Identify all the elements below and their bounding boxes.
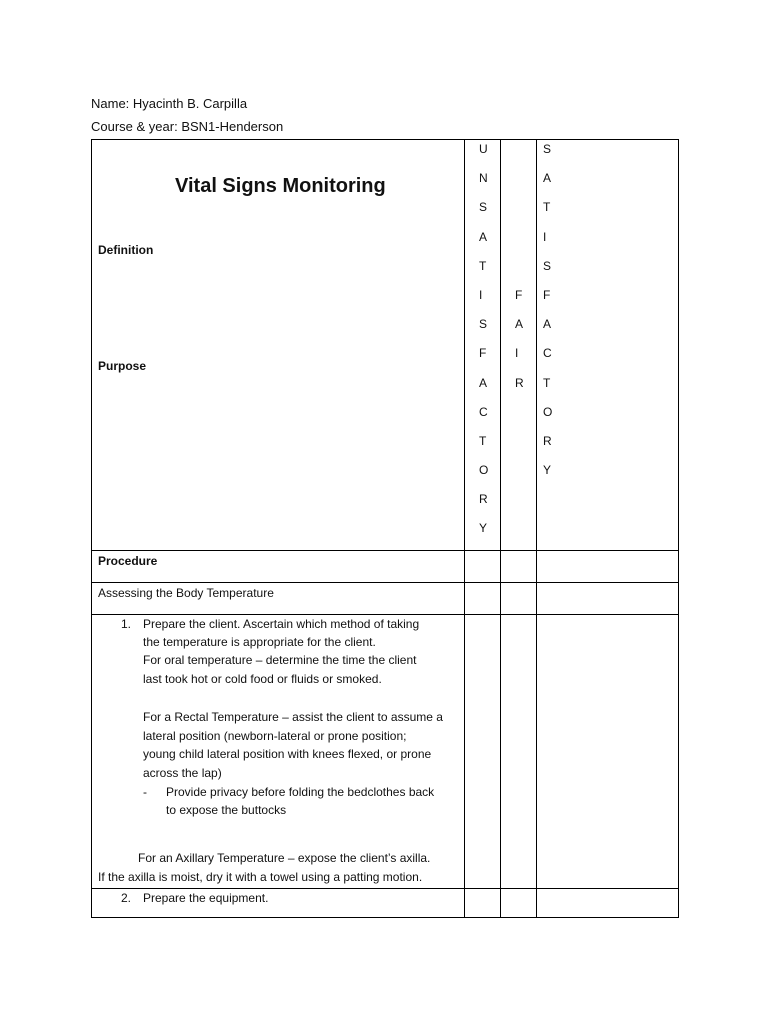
- letter: R: [543, 433, 552, 448]
- satisfactory-column-header: [537, 140, 679, 551]
- section-unsatisfactory-cell: [465, 582, 501, 614]
- letter: A: [479, 375, 488, 390]
- step-1-line: young child lateral position with knees flexed, or prone: [143, 746, 432, 761]
- bullet-line: to expose the buttocks: [166, 802, 287, 817]
- letter: F: [479, 346, 487, 361]
- step-1-line: lateral position (newborn-lateral or prone position;: [143, 728, 407, 743]
- letter: I: [543, 229, 547, 244]
- letter: R: [479, 492, 488, 507]
- letter: I: [515, 346, 519, 361]
- step-2-text: Prepare the equipment.: [143, 890, 269, 905]
- letter: A: [543, 171, 552, 186]
- letter: C: [479, 404, 488, 419]
- letter: R: [515, 375, 524, 390]
- bullet-dash: -: [143, 784, 147, 799]
- procedure-label: Procedure: [92, 550, 465, 582]
- step-2-satisfactory-cell: [537, 888, 679, 917]
- satisfactory-vertical-label: [537, 140, 678, 491]
- step-1-row: [92, 614, 679, 888]
- letter: T: [479, 433, 487, 448]
- step-2-cell: [92, 888, 465, 917]
- letter: A: [479, 229, 488, 244]
- student-name: Name: Hyacinth B. Carpilla: [91, 96, 248, 111]
- bullet-line: Provide privacy before folding the bedclothes back: [166, 784, 435, 799]
- letter: T: [479, 258, 487, 273]
- procedure-unsatisfactory-cell: [465, 550, 501, 582]
- course-year: Course & year: BSN1-Henderson: [91, 119, 284, 134]
- step-1-line: For a Rectal Temperature – assist the client to assume a: [143, 709, 443, 724]
- letter: S: [479, 200, 488, 215]
- step-2-fair-cell: [501, 888, 537, 917]
- letter: A: [543, 317, 552, 332]
- section-satisfactory-cell: [537, 582, 679, 614]
- letter: O: [543, 404, 553, 419]
- letter: F: [543, 287, 551, 302]
- definition-label: Definition: [98, 243, 154, 257]
- table-header-row: [92, 140, 679, 551]
- letter: I: [479, 287, 483, 302]
- letter: S: [543, 142, 552, 156]
- letter: C: [543, 346, 552, 361]
- step-1-unsatisfactory-cell: [465, 614, 501, 888]
- step-1-line: Prepare the client. Ascertain which method of taking: [143, 616, 420, 631]
- step-1-number: 1.: [121, 616, 132, 631]
- section-fair-cell: [501, 582, 537, 614]
- letter: T: [543, 375, 551, 390]
- axillary-line: If the axilla is moist, dry it with a towel using a patting motion.: [98, 869, 423, 884]
- purpose-label: Purpose: [98, 359, 147, 373]
- step-1-line: the temperature is appropriate for the client.: [143, 634, 376, 649]
- unsatisfactory-column-header: [465, 140, 501, 551]
- procedure-satisfactory-cell: [537, 550, 679, 582]
- letter: S: [479, 317, 488, 332]
- letter: O: [479, 463, 489, 478]
- letter: F: [515, 288, 523, 302]
- document-title: Vital Signs Monitoring: [175, 175, 386, 197]
- step-2-row: [92, 888, 679, 917]
- unsatisfactory-vertical-label: [465, 140, 500, 550]
- step-1-satisfactory-cell: [537, 614, 679, 888]
- letter: N: [479, 171, 488, 186]
- fair-column-header: [501, 140, 537, 551]
- letter: A: [515, 317, 524, 332]
- step-2-number: 2.: [121, 890, 132, 905]
- fair-vertical-label: [501, 140, 536, 404]
- title-cell: [92, 140, 465, 551]
- letter: T: [543, 200, 551, 215]
- section-row: [92, 582, 679, 614]
- letter: U: [479, 142, 488, 156]
- step-1-fair-cell: [501, 614, 537, 888]
- letter: Y: [479, 521, 488, 536]
- axillary-line: For an Axillary Temperature – expose the client’s axilla.: [138, 850, 431, 865]
- letter: Y: [543, 463, 552, 478]
- step-2-unsatisfactory-cell: [465, 888, 501, 917]
- step-1-line: across the lap): [143, 765, 222, 780]
- letter: S: [543, 258, 552, 273]
- procedure-row: [92, 550, 679, 582]
- section-label: Assessing the Body Temperature: [92, 582, 465, 614]
- step-1-line: last took hot or cold food or fluids or smoked.: [143, 671, 382, 686]
- step-1-cell: [92, 614, 465, 888]
- evaluation-table: [91, 139, 679, 918]
- step-1-line: For oral temperature – determine the time the client: [143, 652, 417, 667]
- procedure-fair-cell: [501, 550, 537, 582]
